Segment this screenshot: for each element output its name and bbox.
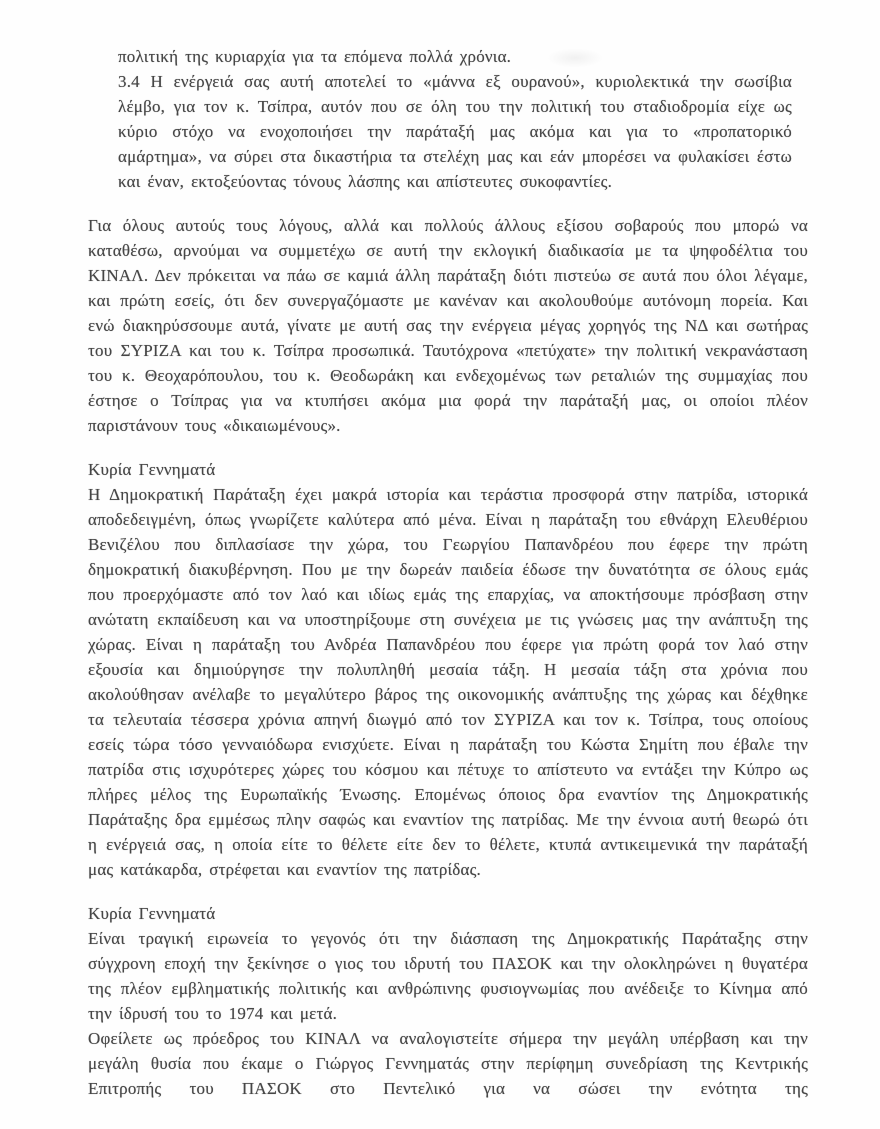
- section-3-4-paragraph: 3.4 Η ενέργειά σας αυτή αποτελεί το «μάννα εξ ουρανού», κυριολεκτικά την σωσίβια λέμβο, για τον κ. Τσίπρα, αυτόν που σε όλη του την πολιτική του σταδιοδρομία είχε ως κύριο στόχο να ενοχοποιήσει την παράταξή μας ακόμα και για το «προπατορικό αμάρτημα», να σύρει στα δικαστήρια τα στελέχη μας και εάν μπορέσει να φυλακίσει έστω και έναν, εκτοξεύοντας τόνους λάσπης και απίστευτες συκοφαντίες.: [118, 72, 792, 191]
- refusal-paragraph: Για όλους αυτούς τους λόγους, αλλά και πολλούς άλλους εξίσου σοβαρούς που μπορώ να καταθέσω, αρνούμαι να συμμετέχω σε αυτή την εκλογική διαδικασία με τα ψηφοδέλτια του ΚΙΝΑΛ. Δεν πρόκειται να πάω σε καμιά άλλη παράταξη διότι πιστεύω σε αυτά που όλοι λέγαμε, και πρώτη εσείς, ότι δεν συνεργαζόμαστε με κανέναν και ακολουθούμε αυτόνομη πορεία. Και ενώ διακηρύσσουμε αυτά, γίνατε με αυτή σας την ενέργεια μέγας χορηγός της ΝΔ και σωτήρας του ΣΥΡΙΖΑ και του κ. Τσίπρα προσωπικά. Ταυτόχρονα «πετύχατε» την πολιτική νεκρανάσταση του κ. Θεοχαρόπουλου, του κ. Θεοδωράκη και ενδεχομένως των ρεταλιών της συμμαχίας που έστησε ο Τσίπρας για να κτυπήσει ακόμα μια φορά την παράταξή μας, οι οποίοι πλέον παριστάνουν τους «δικαιωμένους».: [88, 216, 808, 435]
- obligation-paragraph: Οφείλετε ως πρόεδρος του ΚΙΝΑΛ να αναλογιστείτε σήμερα την μεγάλη υπέρβαση και την μεγάλη θυσία που έκαμε ο Γιώργος Γεννηματάς στην περίφημη συνεδρίαση της Κεντρικής Επιτροπής του ΠΑΣΟΚ στο Πεντελικό για να σώσει την ενότητα της: [88, 1029, 808, 1098]
- history-paragraph: Η Δημοκρατική Παράταξη έχει μακρά ιστορία και τεράστια προσφορά στην πατρίδα, ιστορικά αποδεδειγμένη, όπως γνωρίζετε καλύτερα από μένα. Είναι η παράταξη του εθνάρχη Ελευθέριου Βενιζέλου που διπλασίασε την χώρα, του Γεωργίου Παπανδρέου που έφερε την πρώτη δημοκρατική διακυβέρνηση. Που με την δωρεάν παιδεία έδωσε την δυνατότητα σε όλους εμάς που προερχόμαστε από τον λαό και ιδίως εμάς της επαρχίας, να αποκτήσουμε πρόσβαση στην ανώτατη εκπαίδευση και να υποστηρίξουμε στη συνέχεια με τις γνώσεις μας την ανάπτυξη της χώρας. Είναι η παράταξη του Ανδρέα Παπανδρέου που έφερε για πρώτη φορά τον λαό στην εξουσία και δημιούργησε την πολυπληθή μεσαία τάξη. Η μεσαία τάξη στα χρόνια που ακολούθησαν ανέλαβε το μεγαλύτερο βάρος της οικονομικής ανάπτυξης της χώρας και δέχθηκε τα τελευταία τέσσερα χρόνια απηνή διωγμό από τον ΣΥΡΙΖΑ και τον κ. Τσίπρα, τους οποίους εσείς τώρα τόσο γενναιόδωρα ενισχύετε. Είναι η παράταξη του Κώστα Σημίτη που έβαλε την πατρίδα στις ισχυρότερες χώρες του κόσμου και πέτυχε το απίστευτο να εντάξει την Κύπρο ως πλήρες μέλος της Ευρωπαϊκής Ένωσης. Επομένως όποιος δρα εναντίον της Δημοκρατικής Παράταξης δρα εμμέσως πλην σαφώς και εναντίον της πατρίδας. Με την έννοια αυτή θεωρώ ότι η ενέργειά σας, η οποία είτε το θέλετε είτε δεν το θέλετε, κτυπά αντικειμενικά την παράταξή μας κατάκαρδα, στρέφεται και εναντίον της πατρίδας.: [88, 485, 808, 879]
- salutation-2: Κυρία Γεννηματά: [88, 904, 216, 923]
- numbered-section-block: [118, 44, 792, 194]
- irony-paragraph: Είναι τραγική ειρωνεία το γεγονός ότι την διάσπαση της Δημοκρατικής Παράταξης στην σύγχρονη εποχή την ξεκίνησε ο γιος του ιδρυτή του ΠΑΣΟΚ και την ολοκληρώνει η θυγατέρα της πλέον εμβληματικής πολιτικής και ανθρώπινης φυσιογνωμίας που ανέδειξε το Κίνημα από την ίδρυσή του το 1974 και μετά.: [88, 929, 808, 1023]
- salutation-1: Κυρία Γεννηματά: [88, 460, 216, 479]
- continuation-line: πολιτική της κυριαρχία για τα επόμενα πολλά χρόνια.: [118, 47, 512, 66]
